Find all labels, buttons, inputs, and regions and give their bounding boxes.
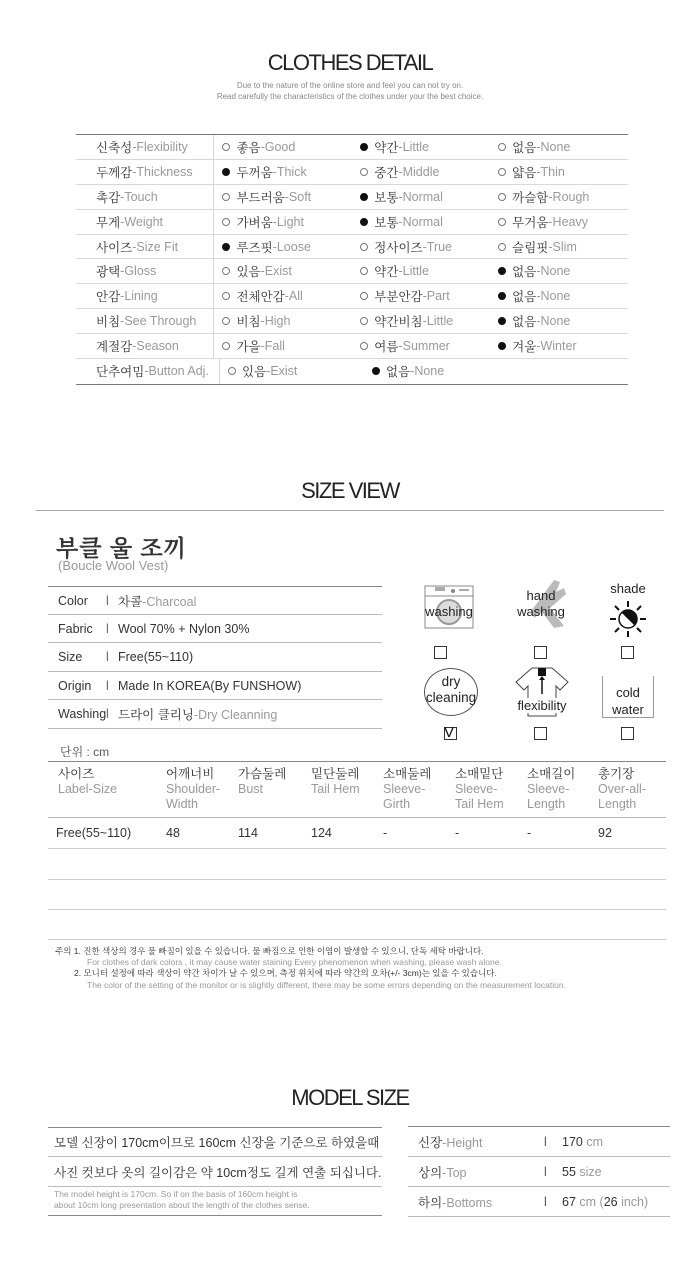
model-size-separator: l [544, 1164, 547, 1179]
detail-row [76, 284, 628, 309]
option-ko: 없음 [386, 365, 411, 380]
note-2-en: The color of the setting of the monitor or is slightly different, there may be some errors depending on the measurement location. [87, 980, 566, 990]
model-size-separator: l [544, 1134, 547, 1149]
detail-label [76, 210, 214, 234]
detail-option [364, 362, 508, 380]
size-header-en: Sleeve- Girth [383, 782, 426, 811]
option-en: -None [410, 364, 445, 379]
option-en: -None [536, 289, 571, 304]
detail-option [490, 163, 628, 181]
detail-option [214, 188, 352, 206]
size-header-ko: 어깨너비 [166, 767, 215, 781]
detail-label [76, 359, 220, 384]
option-en: -Soft [284, 189, 312, 204]
washing-label: washing [425, 604, 473, 619]
detail-option [352, 163, 490, 181]
model-size-row [408, 1127, 670, 1157]
option-ko: 약간 [374, 265, 399, 280]
info-value [118, 679, 301, 693]
empty-dot-icon [498, 218, 506, 226]
option-ko: 부분안감 [374, 290, 423, 305]
detail-option [490, 262, 628, 280]
option-en: -Part [422, 289, 450, 304]
detail-option [352, 238, 490, 256]
filled-dot-icon [222, 243, 230, 251]
detail-label [76, 334, 214, 358]
unit: cm [582, 1134, 603, 1149]
detail-option [352, 312, 490, 330]
info-row [48, 672, 382, 700]
size-cell: 48 [166, 826, 180, 840]
option-ko: 있음 [242, 365, 267, 380]
option-ko: 까슬함 [512, 190, 549, 205]
model-size-ko: 상의 [418, 1165, 443, 1180]
detail-option [352, 287, 490, 305]
option-en: -Little [398, 139, 430, 154]
option-ko: 무거움 [512, 215, 549, 230]
empty-dot-icon [360, 243, 368, 251]
info-row [48, 587, 382, 615]
filled-dot-icon [498, 317, 506, 325]
detail-row [76, 309, 628, 334]
size-header-cell [455, 767, 504, 812]
detail-subtitle-2: Read carefully the characteristics of the clothes under your the best choice. [216, 92, 484, 101]
detail-option [220, 362, 364, 380]
detail-row [76, 185, 628, 210]
clothes-detail-title: CLOTHES DETAIL [267, 50, 433, 75]
model-size-row [408, 1187, 670, 1217]
option-ko: 슬림핏 [512, 240, 549, 255]
detail-label [76, 309, 214, 333]
detail-option [214, 238, 352, 256]
option-en: -Light [272, 214, 304, 229]
info-value-ko: 차콜 [118, 594, 143, 609]
model-size-en: -Bottoms [442, 1195, 493, 1210]
option-en: -Loose [272, 239, 311, 254]
size-header-en: Label-Size [58, 782, 118, 796]
detail-option [214, 163, 352, 181]
model-size-label [408, 1193, 544, 1211]
info-value-text: Free(55~110) [118, 650, 194, 665]
size-header-cell [598, 767, 646, 812]
empty-dot-icon [222, 218, 230, 226]
dry-cleaning-label [420, 674, 482, 706]
option-ko: 가벼움 [236, 215, 273, 230]
divider [48, 1215, 382, 1216]
detail-label [76, 135, 214, 159]
option-ko: 약간 [374, 140, 399, 155]
detail-label-en: -Touch [120, 189, 158, 204]
detail-label-ko: 비침 [96, 315, 121, 330]
unit-label: 단위 : cm [60, 745, 110, 759]
detail-option [352, 213, 490, 231]
size-header-ko: 총기장 [598, 767, 635, 781]
cleaning-label: cleaning [425, 690, 477, 705]
detail-label-ko: 계절감 [96, 340, 133, 355]
empty-dot-icon [222, 267, 230, 275]
option-en: -Little [398, 264, 430, 279]
model-size-separator: l [544, 1194, 547, 1209]
size-header-ko: 가슴둘레 [238, 767, 287, 781]
size-header-en: Shoulder- Width [166, 782, 221, 811]
size-table-top-line [48, 761, 666, 762]
filled-dot-icon [372, 367, 380, 375]
empty-dot-icon [498, 243, 506, 251]
model-size-ko: 하의 [418, 1195, 443, 1210]
size-header-en: Bust [238, 782, 264, 796]
model-size-value [562, 1195, 648, 1209]
option-ko: 정사이즈 [374, 240, 423, 255]
detail-option [490, 337, 628, 355]
detail-option [490, 287, 628, 305]
option-en: -Thin [536, 164, 565, 179]
detail-row [76, 210, 628, 235]
detail-option [352, 188, 490, 206]
option-en: -Little [422, 314, 454, 329]
size-view-title: SIZE VIEW [301, 478, 399, 503]
detail-label [76, 185, 214, 209]
info-key: Color [58, 593, 88, 608]
empty-dot-icon [360, 267, 368, 275]
option-ko: 부드러움 [236, 190, 285, 205]
model-text-en [54, 1189, 310, 1211]
product-name-en: (Boucle Wool Vest) [58, 558, 169, 573]
size-header-cell [311, 767, 360, 797]
shade-checkbox[interactable] [621, 646, 634, 659]
detail-option [214, 312, 352, 330]
empty-dot-icon [222, 143, 230, 151]
hand-wash-label [508, 588, 574, 620]
model-size-row [408, 1157, 670, 1187]
empty-dot-icon [360, 168, 368, 176]
empty-dot-icon [498, 168, 506, 176]
size-header-ko: 밑단둘레 [311, 767, 360, 781]
info-key: Washing [58, 707, 107, 722]
detail-label [76, 284, 214, 308]
option-ko: 보통 [374, 190, 399, 205]
empty-dot-icon [360, 317, 368, 325]
empty-dot-icon [360, 342, 368, 350]
detail-label-en: -Lining [120, 289, 158, 304]
shade-label: shade [610, 581, 646, 596]
info-value-text: Made In KOREA(By FUNSHOW) [118, 678, 302, 693]
option-ko: 중간 [374, 165, 399, 180]
detail-label-en: -See Through [120, 314, 197, 329]
size-header-ko: 소매둘레 [383, 767, 432, 781]
size-header-en: Over-all- Length [598, 782, 646, 811]
detail-label-en: -Gloss [120, 264, 157, 279]
model-text-en-1: The model height is 170cm. So if on the basis of 160cm height is [54, 1189, 298, 1199]
option-en: -Normal [398, 214, 443, 229]
row-line [48, 939, 666, 940]
model-text-en-2: about 10cm long presentation about the length of the clothes sense. [54, 1200, 310, 1210]
flexibility-label: flexibility [508, 698, 576, 713]
info-value [118, 592, 196, 610]
filled-dot-icon [498, 267, 506, 275]
info-row [48, 644, 382, 672]
model-size-en: -Top [442, 1165, 467, 1180]
note-1-en: For clothes of dark colors , it may cause water staining Every phenomenon when washing, please wash alone. [87, 957, 502, 967]
option-en: -Fall [260, 339, 285, 354]
size-header-en: Tail Hem [311, 782, 360, 796]
model-size-label [408, 1133, 544, 1151]
size-cell: - [383, 826, 388, 840]
detail-label-ko: 사이즈 [96, 240, 133, 255]
empty-dot-icon [360, 292, 368, 300]
empty-dot-icon [222, 317, 230, 325]
flexibility-checkbox[interactable] [534, 727, 547, 740]
info-value [118, 622, 249, 636]
size-header-ko: 사이즈 [58, 767, 95, 781]
info-separator: l [106, 621, 109, 636]
option-en: -All [284, 289, 303, 304]
option-ko: 얇음 [512, 165, 537, 180]
option-ko: 보통 [374, 215, 399, 230]
filled-dot-icon [360, 143, 368, 151]
empty-dot-icon [228, 367, 236, 375]
size-header-cell [527, 767, 575, 812]
size-header-en: Sleeve- Length [527, 782, 570, 811]
option-ko: 약간비침 [374, 315, 423, 330]
option-ko: 가을 [236, 340, 261, 355]
option-ko: 비침 [236, 315, 261, 330]
detail-row [76, 235, 628, 260]
detail-option [214, 213, 352, 231]
water-label: water [612, 702, 644, 717]
clothes-detail-table [76, 134, 628, 385]
option-ko: 여름 [374, 340, 399, 355]
option-en: -Summer [398, 339, 450, 354]
note-2: 2. 모니터 설정에 따라 색상이 약간 차이가 날 수 있으며, 측정 위치에 따라 약간의 오차(+/- 3cm)는 있을 수 있습니다. [74, 968, 497, 978]
info-key: Fabric [58, 621, 93, 636]
detail-label-ko: 단추여밈 [96, 365, 145, 380]
model-size-value [562, 1135, 603, 1149]
value-2: 26 [603, 1194, 618, 1209]
option-en: -True [422, 239, 453, 254]
option-ko: 두꺼움 [236, 165, 273, 180]
detail-row [76, 359, 628, 384]
detail-label-ko: 두께감 [96, 165, 133, 180]
detail-option [490, 138, 628, 156]
option-ko: 전체안감 [236, 290, 285, 305]
detail-label-ko: 무게 [96, 215, 121, 230]
detail-label-en: -Weight [120, 214, 163, 229]
filled-dot-icon [498, 292, 506, 300]
cold-water-checkbox[interactable] [621, 727, 634, 740]
info-row [48, 701, 382, 729]
option-en: -None [536, 264, 571, 279]
detail-label-en: -Flexibility [132, 139, 188, 154]
model-size-ko: 신장 [418, 1135, 443, 1150]
detail-label-ko: 안감 [96, 290, 121, 305]
filled-dot-icon [222, 168, 230, 176]
empty-dot-icon [498, 193, 506, 201]
filled-dot-icon [360, 218, 368, 226]
info-value [118, 650, 193, 664]
option-ko: 루즈핏 [236, 240, 273, 255]
size-header-ko: 소매밑단 [455, 767, 504, 781]
size-header-ko: 소매길이 [527, 767, 576, 781]
detail-row [76, 334, 628, 359]
size-header-cell [58, 767, 117, 797]
divider [36, 510, 664, 511]
size-table-header-line [48, 817, 666, 818]
detail-label-ko: 촉감 [96, 190, 121, 205]
option-ko: 없음 [512, 265, 537, 280]
info-value-en: -Dry Cleanning [193, 708, 278, 723]
option-ko: 없음 [512, 315, 537, 330]
model-size-label [408, 1163, 544, 1181]
option-en: -Good [260, 139, 296, 154]
size-cell: 92 [598, 826, 612, 840]
detail-option [490, 213, 628, 231]
detail-option [490, 188, 628, 206]
detail-option [214, 138, 352, 156]
hand-label: hand [526, 588, 556, 603]
option-en: -Normal [398, 189, 443, 204]
filled-dot-icon [360, 193, 368, 201]
option-en: -Thick [272, 164, 307, 179]
option-en: -None [536, 314, 571, 329]
detail-option [352, 138, 490, 156]
detail-option [490, 238, 628, 256]
option-ko: 없음 [512, 290, 537, 305]
option-ko: 겨울 [512, 340, 537, 355]
empty-dot-icon [222, 193, 230, 201]
size-cell: 114 [238, 826, 258, 840]
size-header-cell [166, 767, 220, 812]
filled-dot-icon [498, 342, 506, 350]
size-header-cell [383, 767, 431, 812]
option-ko: 없음 [512, 140, 537, 155]
info-separator: l [106, 593, 109, 608]
detail-label [76, 259, 214, 283]
row-line [48, 848, 666, 849]
model-size-en: -Height [442, 1135, 483, 1150]
option-en: -Heavy [548, 214, 588, 229]
detail-label-en: -Button Adj. [144, 364, 209, 379]
washing-checkbox[interactable] [434, 646, 447, 659]
detail-label-ko: 신축성 [96, 140, 133, 155]
info-value [118, 705, 277, 723]
info-value-text: Wool 70% + Nylon 30% [118, 621, 250, 636]
hand-washing-label: washing [517, 604, 565, 619]
detail-row [76, 135, 628, 160]
detail-label-en: -Size Fit [132, 239, 179, 254]
model-text-2: 사진 컷보다 옷의 길이감은 약 10cm정도 길게 연출 되십니다. [48, 1157, 382, 1187]
value: 55 [562, 1164, 576, 1179]
unit: cm ( [575, 1194, 604, 1209]
detail-label [76, 235, 214, 259]
size-cell: - [455, 826, 460, 840]
empty-dot-icon [222, 292, 230, 300]
option-en: -Winter [536, 339, 577, 354]
detail-option [352, 262, 490, 280]
option-en: -Slim [548, 239, 577, 254]
detail-row [76, 160, 628, 185]
size-header-en: Sleeve- Tail Hem [455, 782, 504, 811]
info-row [48, 615, 382, 643]
product-name: 부클 울 조끼 [56, 535, 187, 561]
hand-wash-checkbox[interactable] [534, 646, 547, 659]
option-en: -Middle [398, 164, 440, 179]
model-size-value [562, 1165, 602, 1179]
empty-dot-icon [498, 143, 506, 151]
option-ko: 있음 [236, 265, 261, 280]
check-mark-icon: V [444, 724, 455, 741]
size-cell: Free(55~110) [56, 826, 132, 840]
detail-option [214, 337, 352, 355]
model-size-title: MODEL SIZE [291, 1085, 409, 1110]
info-separator: l [106, 707, 109, 722]
cold-label: cold [616, 685, 640, 700]
option-en: -Exist [266, 364, 298, 379]
value: 67 [562, 1194, 576, 1209]
info-value-ko: 드라이 클리닝 [118, 708, 194, 723]
info-separator: l [106, 678, 109, 693]
option-en: -Rough [548, 189, 590, 204]
row-line [48, 879, 666, 880]
detail-label-en: -Thickness [132, 164, 193, 179]
model-text-1: 모델 신장이 170cm이므로 160cm 신장을 기준으로 하였을때 [48, 1127, 382, 1157]
info-key: Origin [58, 678, 92, 693]
info-separator: l [106, 650, 109, 665]
detail-option [352, 337, 490, 355]
detail-option [214, 287, 352, 305]
detail-label-en: -Season [132, 339, 179, 354]
info-value-en: -Charcoal [142, 594, 197, 609]
detail-row [76, 259, 628, 284]
detail-option [490, 312, 628, 330]
note-1: 주의 1. 진한 색상의 경우 물 빠짐이 있을 수 있습니다. 물 빠짐으로 인한 이염이 발생할 수 있으니, 단독 세탁 바랍니다. [55, 946, 484, 956]
detail-subtitle-1: Due to the nature of the online store and feel you can not try on. [236, 81, 464, 90]
option-en: -None [536, 139, 571, 154]
cold-water-label [598, 684, 658, 718]
unit: size [575, 1164, 602, 1179]
detail-label [76, 160, 214, 184]
row-line [48, 909, 666, 910]
option-en: -High [260, 314, 291, 329]
dry-label: dry [441, 674, 461, 689]
empty-dot-icon [222, 342, 230, 350]
unit-2: inch) [617, 1194, 649, 1209]
option-ko: 좋음 [236, 140, 261, 155]
detail-option [214, 262, 352, 280]
info-key: Size [58, 650, 83, 665]
value: 170 [562, 1134, 583, 1149]
size-cell: 124 [311, 826, 332, 840]
size-header-cell [238, 767, 286, 797]
sun-shade-icon [608, 599, 648, 639]
size-cell: - [527, 826, 532, 840]
detail-label-ko: 광택 [96, 265, 121, 280]
option-en: -Exist [260, 264, 292, 279]
